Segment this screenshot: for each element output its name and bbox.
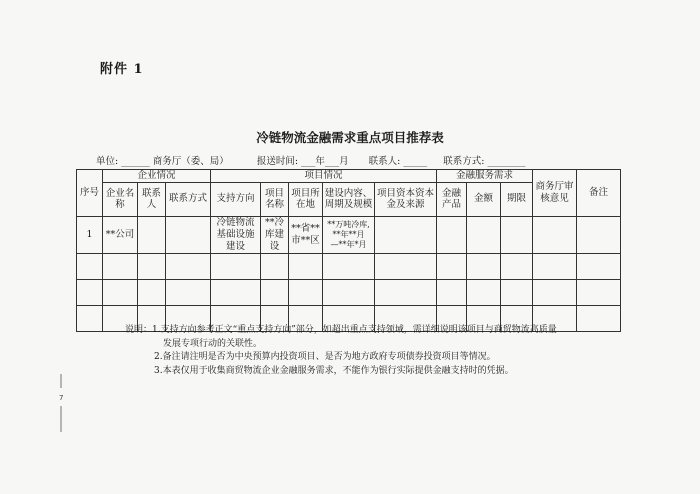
attachment-label: 附件 1	[100, 62, 144, 77]
cell-capital	[375, 216, 437, 253]
header-contact-method: 联系方式	[166, 182, 211, 216]
empty-cell	[77, 253, 103, 279]
empty-cell	[138, 279, 166, 305]
header-finance-product: 金融产品	[437, 182, 467, 216]
empty-cell	[467, 279, 501, 305]
header-group-enterprise: 企业情况	[103, 170, 211, 183]
empty-cell	[437, 253, 467, 279]
note-line: 3.本表仅用于收集商贸物流企业金融服务需求，不能作为银行实际提供金融支持时的凭据。	[154, 365, 514, 376]
empty-cell	[211, 279, 261, 305]
binding-margin-mark	[58, 374, 64, 434]
header-company-name: 企业名称	[103, 182, 138, 216]
cell-content-line: **万吨冷库,	[327, 219, 370, 229]
empty-cell	[375, 279, 437, 305]
table-row	[77, 253, 621, 279]
empty-cell	[467, 253, 501, 279]
cell-content-line: —**年*月	[330, 239, 367, 249]
empty-cell	[577, 253, 621, 279]
cell-support-direction: 冷链物流基础设施建设	[211, 216, 261, 253]
empty-cell	[289, 279, 323, 305]
empty-cell	[166, 253, 211, 279]
note-line: 说明：1.支持方向参考正文“重点支持方向”部分，如超出重点支持领域，需详细说明该项目与商贸物流高质量	[125, 325, 557, 335]
header-remarks: 备注	[577, 170, 621, 217]
empty-cell	[533, 279, 577, 305]
phone-label: 联系方式:	[443, 156, 485, 167]
form-meta-row	[96, 153, 525, 167]
date-label: 报送时间:	[256, 156, 299, 167]
empty-cell	[289, 253, 323, 279]
header-project-name: 项目名称	[261, 182, 289, 216]
header-capital: 项目资本资本金及来源	[375, 182, 437, 216]
empty-cell	[501, 253, 533, 279]
cell-review	[533, 216, 577, 253]
header-location: 项目所在地	[289, 182, 323, 216]
note-line: 发展专项行动的关联性。	[163, 338, 263, 349]
cell-company-name: **公司	[103, 216, 138, 253]
cell-term	[501, 216, 533, 253]
empty-cell	[323, 279, 375, 305]
empty-cell	[77, 305, 103, 331]
empty-cell	[211, 253, 261, 279]
table-row	[77, 279, 621, 305]
header-group-project: 项目情况	[211, 170, 437, 183]
empty-cell	[166, 279, 211, 305]
empty-cell	[103, 279, 138, 305]
svg-text:7: 7	[59, 394, 64, 402]
notes-section	[125, 324, 625, 378]
empty-cell	[501, 279, 533, 305]
header-support-direction: 支持方向	[211, 182, 261, 216]
header-amount: 金额	[467, 182, 501, 216]
unit-field: ______	[121, 156, 150, 167]
cell-amount	[467, 216, 501, 253]
cell-location: **省**市**区	[289, 216, 323, 253]
cell-project-name: **冷库建设	[261, 216, 289, 253]
empty-cell	[103, 253, 138, 279]
empty-cell	[138, 253, 166, 279]
note-line: 2.备注请注明是否为中央预算内投资项目、是否为地方政府专项债券投资项目等情况。	[154, 352, 496, 362]
header-group-finance: 金融服务需求	[437, 170, 533, 183]
date-field: ___年___月	[301, 156, 349, 167]
unit-suffix: 商务厅（委、局）	[152, 156, 229, 167]
empty-cell	[323, 253, 375, 279]
cell-remarks	[577, 216, 621, 253]
header-contact: 联系人	[138, 182, 166, 216]
recommendation-table	[76, 169, 621, 332]
empty-cell	[77, 279, 103, 305]
empty-cell	[533, 253, 577, 279]
header-term: 期限	[501, 182, 533, 216]
empty-cell	[375, 253, 437, 279]
cell-contact-method	[166, 216, 211, 253]
cell-content-line: **年**月	[332, 229, 365, 239]
empty-cell	[261, 279, 289, 305]
cell-seq: 1	[77, 216, 103, 253]
table-row	[77, 216, 621, 253]
empty-cell	[577, 279, 621, 305]
contact-label: 联系人:	[368, 156, 401, 167]
empty-cell	[437, 279, 467, 305]
empty-cell	[261, 253, 289, 279]
unit-label: 单位:	[96, 156, 119, 167]
cell-content	[323, 216, 375, 253]
header-review: 商务厅审核意见	[533, 170, 577, 217]
phone-field: ________	[487, 156, 526, 167]
cell-finance-product	[437, 216, 467, 253]
cell-contact	[138, 216, 166, 253]
document-title: 冷链物流金融需求重点项目推荐表	[256, 130, 444, 145]
header-content: 建设内容、周期及规模	[323, 182, 375, 216]
contact-field: _____	[403, 156, 428, 167]
header-seq: 序号	[77, 170, 103, 217]
